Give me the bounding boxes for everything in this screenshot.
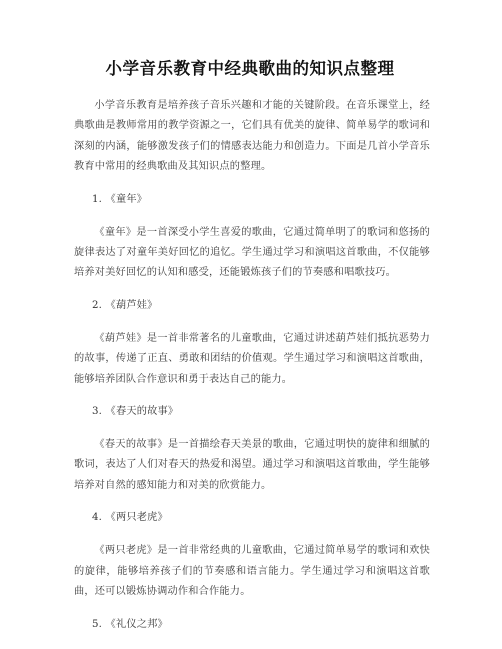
song-description: 《童年》是一首深受小学生喜爱的歌曲，它通过简单明了的歌词和悠扬的旋律表达了对童年美好回忆的追忆。学生通过学习和演唱这首歌曲，不仅能够培养对美好回忆的认知和感受，还能锻炼孩子们的节奏感和唱歌技巧。 [74, 226, 430, 279]
song-heading: 1. 《童年》 [92, 193, 148, 205]
song-section-2 [74, 296, 430, 390]
song-description: 《葫芦娃》是一首非常著名的儿童歌曲，它通过讲述葫芦娃们抵抗恶势力的故事，传递了正直、勇敢和团结的价值观。学生通过学习和演唱这首歌曲，能够培养团队合作意识和勇于表达自己的能力。 [74, 332, 430, 385]
song-heading: 5. 《礼仪之邦》 [92, 618, 168, 630]
song-heading: 4. 《两只老虎》 [92, 512, 168, 524]
song-heading: 3. 《春天的故事》 [92, 406, 179, 418]
document-title: 小学音乐教育中经典歌曲的知识点整理 [105, 59, 395, 78]
song-heading: 2. 《葫芦娃》 [92, 299, 158, 311]
song-section-5 [74, 615, 430, 635]
song-section-1 [74, 190, 430, 284]
song-section-3 [74, 402, 430, 496]
intro-paragraph: 小学音乐教育是培养孩子音乐兴趣和才能的关键阶段。在音乐课堂上，经典歌曲是教师常用的教学资源之一，它们具有优美的旋律、简单易学的歌词和深刻的内涵，能够激发孩子们的情感表达能力和创造力。下面是几首小学音乐教育中常用的经典歌曲及其知识点的整理。 [74, 100, 430, 173]
song-section-4 [74, 508, 430, 602]
song-description: 《两只老虎》是一首非常经典的儿童歌曲，它通过简单易学的歌词和欢快的旋律，能够培养孩子们的节奏感和语言能力。学生通过学习和演唱这首歌曲，还可以锻炼协调动作和合作能力。 [74, 545, 430, 598]
song-description: 《春天的故事》是一首描绘春天美景的歌曲，它通过明快的旋律和细腻的歌词，表达了人们对春天的热爱和渴望。通过学习和演唱这首歌曲，学生能够培养对自然的感知能力和对美的欣赏能力。 [74, 439, 430, 491]
